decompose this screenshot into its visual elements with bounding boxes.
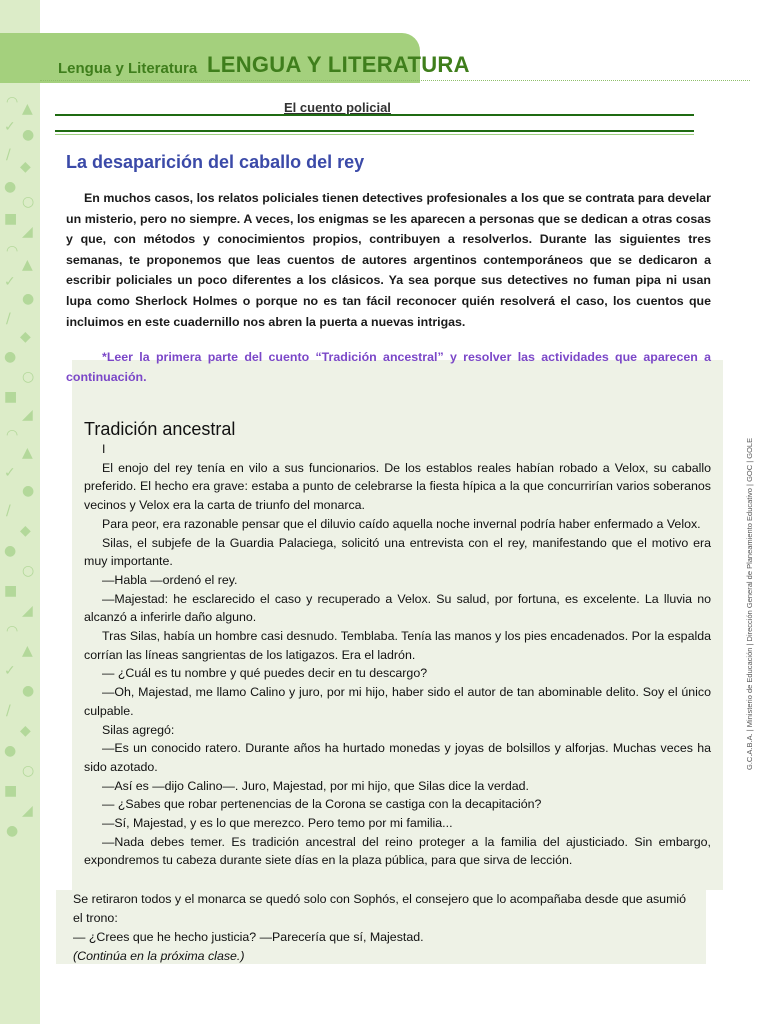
story-paragraph: El enojo del rey tenía en vilo a sus funcionarios. De los establos reales habían robado a Velox, su caballo preferido. El hecho era grave: estaba a punto de celebrarse la fiesta hípica a la que concurrirían varios soberanos vecinos y Velox era la carta de triunfo del monarca. (84, 460, 711, 513)
decorative-sidebar: ◠ ▲ ✓ ● / ◆ ● ○ ■ ◢ ◠ ▲ ✓ ● / ◆ ● ○ ■ ◢ ◠ ▲ ✓ ● / ◆ ● ○ ■ ◢ ◠ ▲ ✓ ● / ◆ ● ○ ■ ◢ ● (0, 0, 40, 1024)
section-title: El cuento policial (284, 100, 391, 115)
subject-label-small: Lengua y Literatura (58, 60, 198, 77)
vertical-credit (745, 430, 757, 770)
story-paragraph: — ¿Cuál es tu nombre y qué puedes decir en tu descargo? (102, 666, 428, 681)
story-paragraph: Para peor, era razonable pensar que el diluvio caído aquella noche invernal podría haber enfermado a Velox. (102, 516, 701, 531)
story-ending (73, 890, 698, 966)
intro-paragraph: En muchos casos, los relatos policiales tienen detectives profesionales a los que se contrata para develar un misterio, pero no siempre. A veces, los enigmas se les aparecen a personas que se dedican a otras cosas y que, con métodos y conocimientos propios, contribuyen a resolverlos. Durante las siguientes tres semanas, te proponemos que leas cuentos de autores argentinos contemporáneos que se dedicaron a escribir policiales un poco diferentes a los clásicos. Ya sea porque sus detectives no fuman pipa ni usan lupa como Sherlock Holmes o porque no es tan fácil reconocer quién resolverá el caso, los cuentos que incluimos en este cuadernillo nos abren la puerta a nuevas intrigas. (66, 191, 711, 329)
story-part-number: I (102, 442, 106, 456)
story-body (84, 440, 711, 870)
story-paragraph: —Majestad: he esclarecido el caso y recuperado a Velox. Su salud, por fortuna, es excelente. La lluvia no alcanzó a inferirle daño alguno. (84, 591, 711, 625)
story-paragraph: — ¿Sabes que robar pertenencias de la Corona se castiga con la decapitación? (102, 797, 542, 812)
story-paragraph: —Nada debes temer. Es tradición ancestral del reino proteger a la familia del ajusticiado. Sin embargo, expondremos tu cabeza durante siete días en la plaza pública, para que sirva de lección. (84, 834, 711, 868)
story-ending-paragraph: Se retiraron todos y el monarca se quedó solo con Sophós, el consejero que lo acompañaba desde que asumió el trono: (73, 892, 687, 925)
story-paragraph: —Así es —dijo Calino—. Juro, Majestad, por mi hijo, que Silas dice la verdad. (102, 778, 529, 793)
divider-top (55, 114, 694, 116)
story-paragraph: Silas agregó: (102, 722, 175, 737)
story-title: Tradición ancestral (84, 419, 236, 439)
story-paragraph: —Oh, Majestad, me llamo Calino y juro, por mi hijo, haber sido el autor de tan abominable delito. Soy el único culpable. (84, 685, 711, 718)
story-paragraph: Silas, el subjefe de la Guardia Palaciega, solicitó una entrevista con el rey, manifestando que el motivo era muy importante. (84, 535, 711, 569)
continuation-note: (Continúa en la próxima clase.) (73, 949, 245, 963)
story-paragraph: Tras Silas, había un hombre casi desnudo. Temblaba. Tenía las manos y los pies encadenados. Por la espalda corrían las líneas sangrientas de los latigazos. Era el ladrón. (84, 629, 711, 662)
story-paragraph: —Es un conocido ratero. Durante años ha hurtado monedas y joyas de bolsillos y alforjas. Muchas veces ha sido azotado. (84, 741, 711, 774)
story-paragraph: —Sí, Majestad, y es lo que merezco. Pero temo por mi familia... (102, 816, 453, 831)
header-dotted-line (40, 80, 750, 81)
story-paragraph: —Habla —ordenó el rey. (102, 572, 238, 587)
credit-text: G.C.A.B.A. | Ministerio de Educación | Dirección General de Planeamiento Educativo | GOC | GOLE (745, 437, 754, 770)
divider-bottom (55, 130, 694, 135)
instruction-text: *Leer la primera parte del cuento “Tradición ancestral” y resolver las actividades que aparecen a continuación. (66, 350, 711, 384)
subject-label-large: LENGUA Y LITERATURA (207, 52, 470, 77)
page-title: La desaparición del caballo del rey (66, 152, 365, 172)
story-ending-dialogue: — ¿Crees que he hecho justicia? —Parecería que sí, Majestad. (73, 930, 424, 944)
